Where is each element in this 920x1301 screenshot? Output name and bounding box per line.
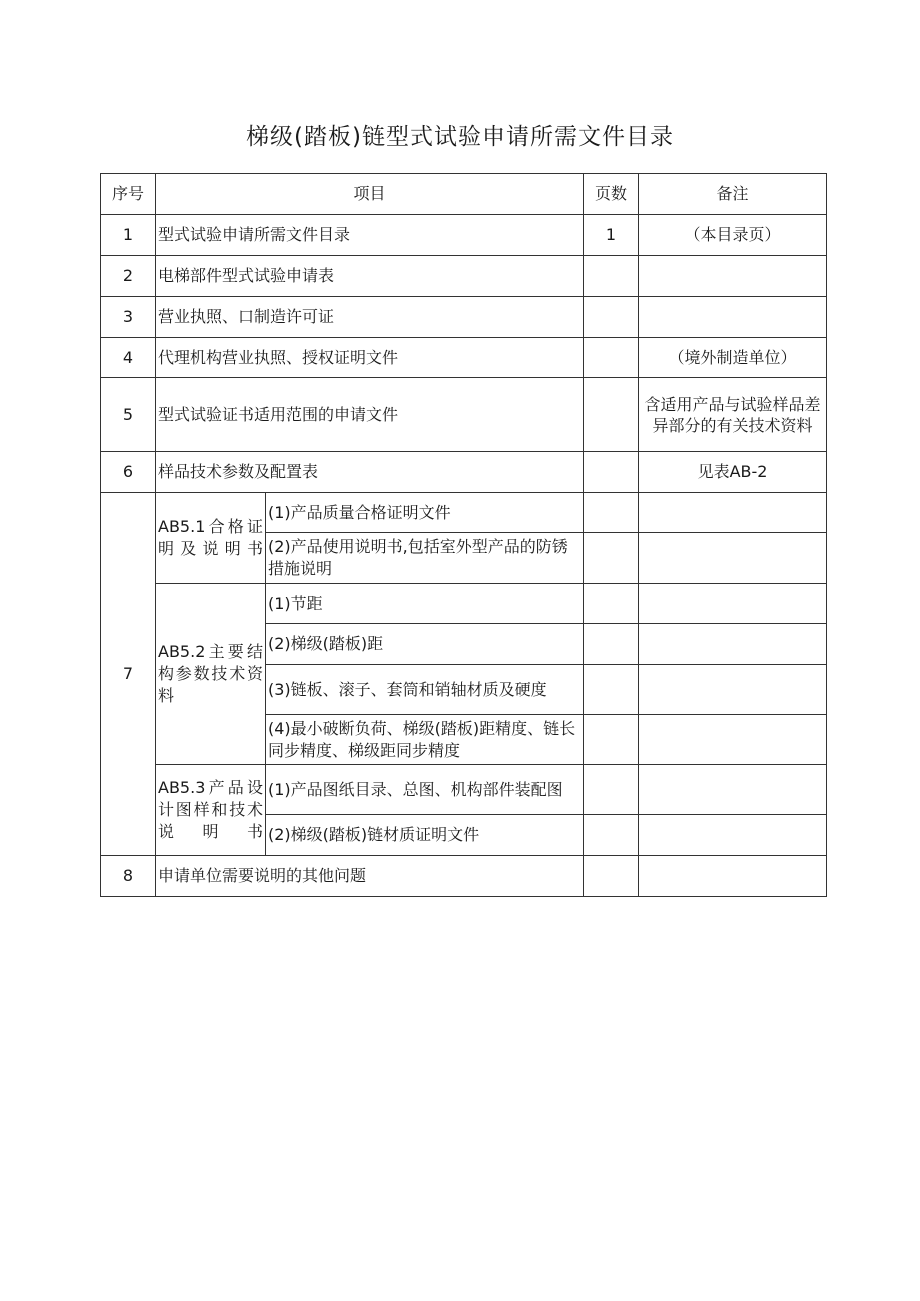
row-pages: [584, 533, 639, 584]
row-no: 1: [101, 215, 156, 256]
row-no: 5: [101, 378, 156, 452]
row-item: 代理机构营业执照、授权证明文件: [156, 338, 584, 378]
group-label: AB5.1合格证明及说明书: [156, 493, 266, 584]
row-pages: [584, 452, 639, 493]
header-no: 序号: [101, 174, 156, 215]
row-no: 6: [101, 452, 156, 493]
row-pages: [584, 715, 639, 765]
row-pages: [584, 856, 639, 897]
sub-item: (1)节距: [266, 584, 584, 624]
sub-item: (2)产品使用说明书,包括室外型产品的防锈措施说明: [266, 533, 584, 584]
row-pages: [584, 815, 639, 856]
sub-item: (1)产品质量合格证明文件: [266, 493, 584, 533]
row-remarks: [639, 624, 827, 665]
row-remarks: [639, 256, 827, 297]
table-row: [101, 856, 827, 897]
table-row: [101, 215, 827, 256]
row-remarks: [639, 297, 827, 338]
row-pages: [584, 624, 639, 665]
row-item: 型式试验证书适用范围的申请文件: [156, 378, 584, 452]
row-item: 样品技术参数及配置表: [156, 452, 584, 493]
row-pages: [584, 297, 639, 338]
row-remarks: （境外制造单位）: [639, 338, 827, 378]
table-row: [101, 493, 827, 533]
row-pages: [584, 256, 639, 297]
row-no: 7: [101, 493, 156, 856]
row-no: 4: [101, 338, 156, 378]
row-remarks: [639, 765, 827, 815]
row-pages: [584, 378, 639, 452]
row-remarks: [639, 533, 827, 584]
row-item: 电梯部件型式试验申请表: [156, 256, 584, 297]
table-row: [101, 256, 827, 297]
row-pages: [584, 765, 639, 815]
row-pages: [584, 665, 639, 715]
group-label: AB5.2主要结构参数技术资料: [156, 584, 266, 765]
row-remarks: [639, 493, 827, 533]
document-table: [100, 173, 827, 897]
row-remarks: 含适用产品与试验样品差异部分的有关技术资料: [639, 378, 827, 452]
header-remarks: 备注: [639, 174, 827, 215]
table-row: [101, 338, 827, 378]
table-row: [101, 378, 827, 452]
row-remarks: [639, 815, 827, 856]
sub-item: (2)梯级(踏板)链材质证明文件: [266, 815, 584, 856]
row-item: 营业执照、口制造许可证: [156, 297, 584, 338]
row-no: 3: [101, 297, 156, 338]
row-no: 2: [101, 256, 156, 297]
header-pages: 页数: [584, 174, 639, 215]
table-row: [101, 297, 827, 338]
table-row: [101, 765, 827, 815]
row-pages: [584, 584, 639, 624]
row-no: 8: [101, 856, 156, 897]
row-remarks: [639, 715, 827, 765]
row-remarks: [639, 584, 827, 624]
row-pages: 1: [584, 215, 639, 256]
group-label: AB5.3产品设计图样和技术说明书: [156, 765, 266, 856]
document-title: 梯级(踏板)链型式试验申请所需文件目录: [246, 124, 674, 150]
table-header-row: [101, 174, 827, 215]
table-row: [101, 452, 827, 493]
sub-item: (1)产品图纸目录、总图、机构部件装配图: [266, 765, 584, 815]
table-row: [101, 584, 827, 624]
row-remarks: 见表AB-2: [639, 452, 827, 493]
row-item: 型式试验申请所需文件目录: [156, 215, 584, 256]
row-pages: [584, 493, 639, 533]
sub-item: (4)最小破断负荷、梯级(踏板)距精度、链长同步精度、梯级距同步精度: [266, 715, 584, 765]
row-remarks: [639, 856, 827, 897]
row-remarks: [639, 665, 827, 715]
row-item: 申请单位需要说明的其他问题: [156, 856, 584, 897]
sub-item: (3)链板、滚子、套筒和销轴材质及硬度: [266, 665, 584, 715]
row-pages: [584, 338, 639, 378]
sub-item: (2)梯级(踏板)距: [266, 624, 584, 665]
header-item: 项目: [156, 174, 584, 215]
row-remarks: （本目录页）: [639, 215, 827, 256]
